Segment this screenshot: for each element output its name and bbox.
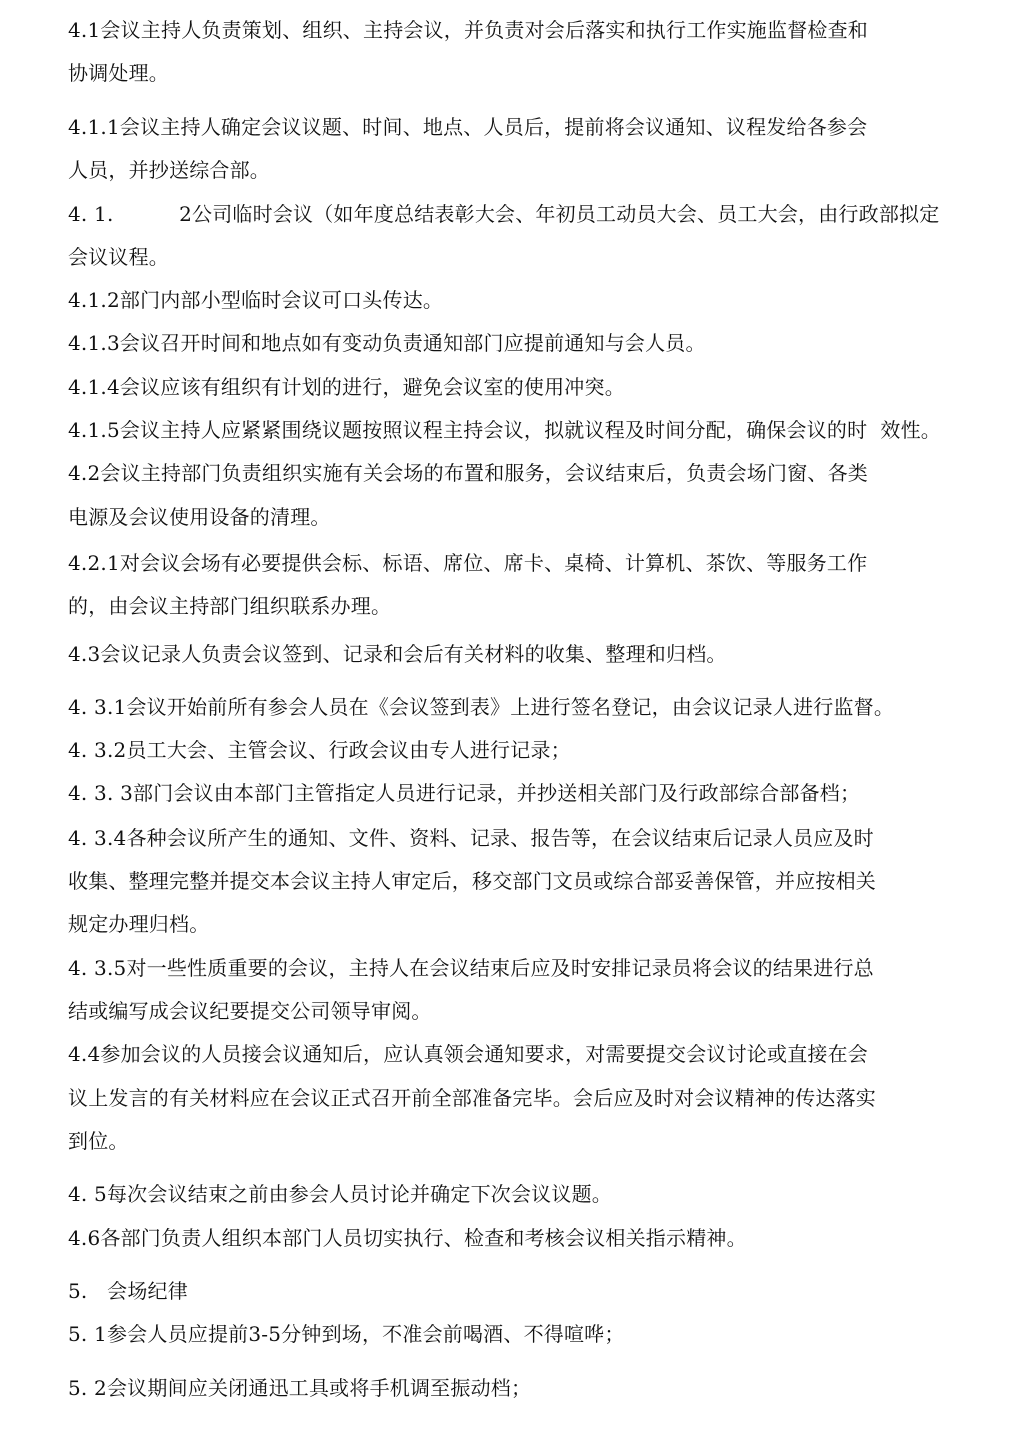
text-line-4-1-4: 4.1.4会议应该有组织有计划的进行，避免会议室的使用冲突。: [68, 375, 625, 399]
text-line-4-6: 4.6各部门负责人组织本部门人员切实执行、检查和考核会议相关指示精神。: [68, 1226, 747, 1250]
text-line-4-3-4-cont-2: 规定办理归档。: [68, 912, 210, 936]
text-line-4-2-1: 4.2.1对会议会场有必要提供会标、标语、席位、席卡、桌椅、计算机、茶饮、等服务工作: [68, 551, 868, 575]
text-line-4-5: 4. 5每次会议结束之前由参会人员讨论并确定下次会议议题。: [68, 1182, 612, 1206]
text-line-4-3-4-cont-1: 收集、整理完整并提交本会议主持人审定后，移交部门文员或综合部妥善保管，并应按相关: [68, 869, 876, 893]
text-line-4-1-temp: 4. 1. 2公司临时会议（如年度总结表彰大会、年初员工动员大会、员工大会，由行政部拟定: [68, 202, 940, 226]
text-line-4-3-3: 4. 3. 3部门会议由本部门主管指定人员进行记录，并抄送相关部门及行政部综合部备档；: [68, 781, 861, 805]
text-line-4-1: 4.1会议主持人负责策划、组织、主持会议，并负责对会后落实和执行工作实施监督检查和: [68, 18, 869, 42]
text-line-4-4: 4.4参加会议的人员接会议通知后，应认真领会通知要求，对需要提交会议讨论或直接在会: [68, 1042, 869, 1066]
text-line-4-2: 4.2会议主持部门负责组织实施有关会场的布置和服务，会议结束后，负责会场门窗、各类: [68, 461, 869, 485]
text-line-4-3: 4.3会议记录人负责会议签到、记录和会后有关材料的收集、整理和归档。: [68, 642, 727, 666]
text-line-4-3-1: 4. 3.1会议开始前所有参会人员在《会议签到表》上进行签名登记，由会议记录人进行监督。: [68, 695, 895, 719]
text-line-4-3-5: 4. 3.5对一些性质重要的会议，主持人在会议结束后应及时安排记录员将会议的结果进行总: [68, 956, 874, 980]
text-line-5-1: 5. 1参会人员应提前3-5分钟到场，不准会前喝酒、不得喧哗；: [68, 1322, 625, 1346]
text-line-4-1-2: 4.1.2部门内部小型临时会议可口头传达。: [68, 288, 444, 312]
text-line-4-1-1: 4.1.1会议主持人确定会议议题、时间、地点、人员后，提前将会议通知、议程发给各参会: [68, 115, 868, 139]
text-line-4-1-temp-cont: 会议议程。: [68, 245, 169, 269]
text-line-4-4-cont-2: 到位。: [68, 1129, 129, 1153]
text-line-4-2-cont: 电源及会议使用设备的清理。: [68, 505, 331, 529]
text-line-4-1-1-cont: 人员，并抄送综合部。: [68, 158, 270, 182]
text-line-4-2-1-cont: 的，由会议主持部门组织联系办理。: [68, 594, 392, 618]
text-line-4-3-5-cont: 结或编写成会议纪要提交公司领导审阅。: [68, 999, 432, 1023]
text-line-4-1-cont: 协调处理。: [68, 61, 169, 85]
text-line-4-1-3: 4.1.3会议召开时间和地点如有变动负责通知部门应提前通知与会人员。: [68, 331, 706, 355]
section-heading-5: 5. 会场纪律: [68, 1279, 188, 1303]
text-line-4-1-5: 4.1.5会议主持人应紧紧围绕议题按照议程主持会议，拟就议程及时间分配，确保会议的时 效性。: [68, 418, 942, 442]
text-line-4-3-2: 4. 3.2员工大会、主管会议、行政会议由专人进行记录；: [68, 738, 571, 762]
text-line-4-3-4: 4. 3.4各种会议所产生的通知、文件、资料、记录、报告等，在会议结束后记录人员应及时: [68, 826, 874, 850]
text-line-5-2: 5. 2会议期间应关闭通迅工具或将手机调至振动档；: [68, 1376, 532, 1400]
text-line-4-4-cont-1: 议上发言的有关材料应在会议正式召开前全部准备完毕。会后应及时对会议精神的传达落实: [68, 1086, 876, 1110]
